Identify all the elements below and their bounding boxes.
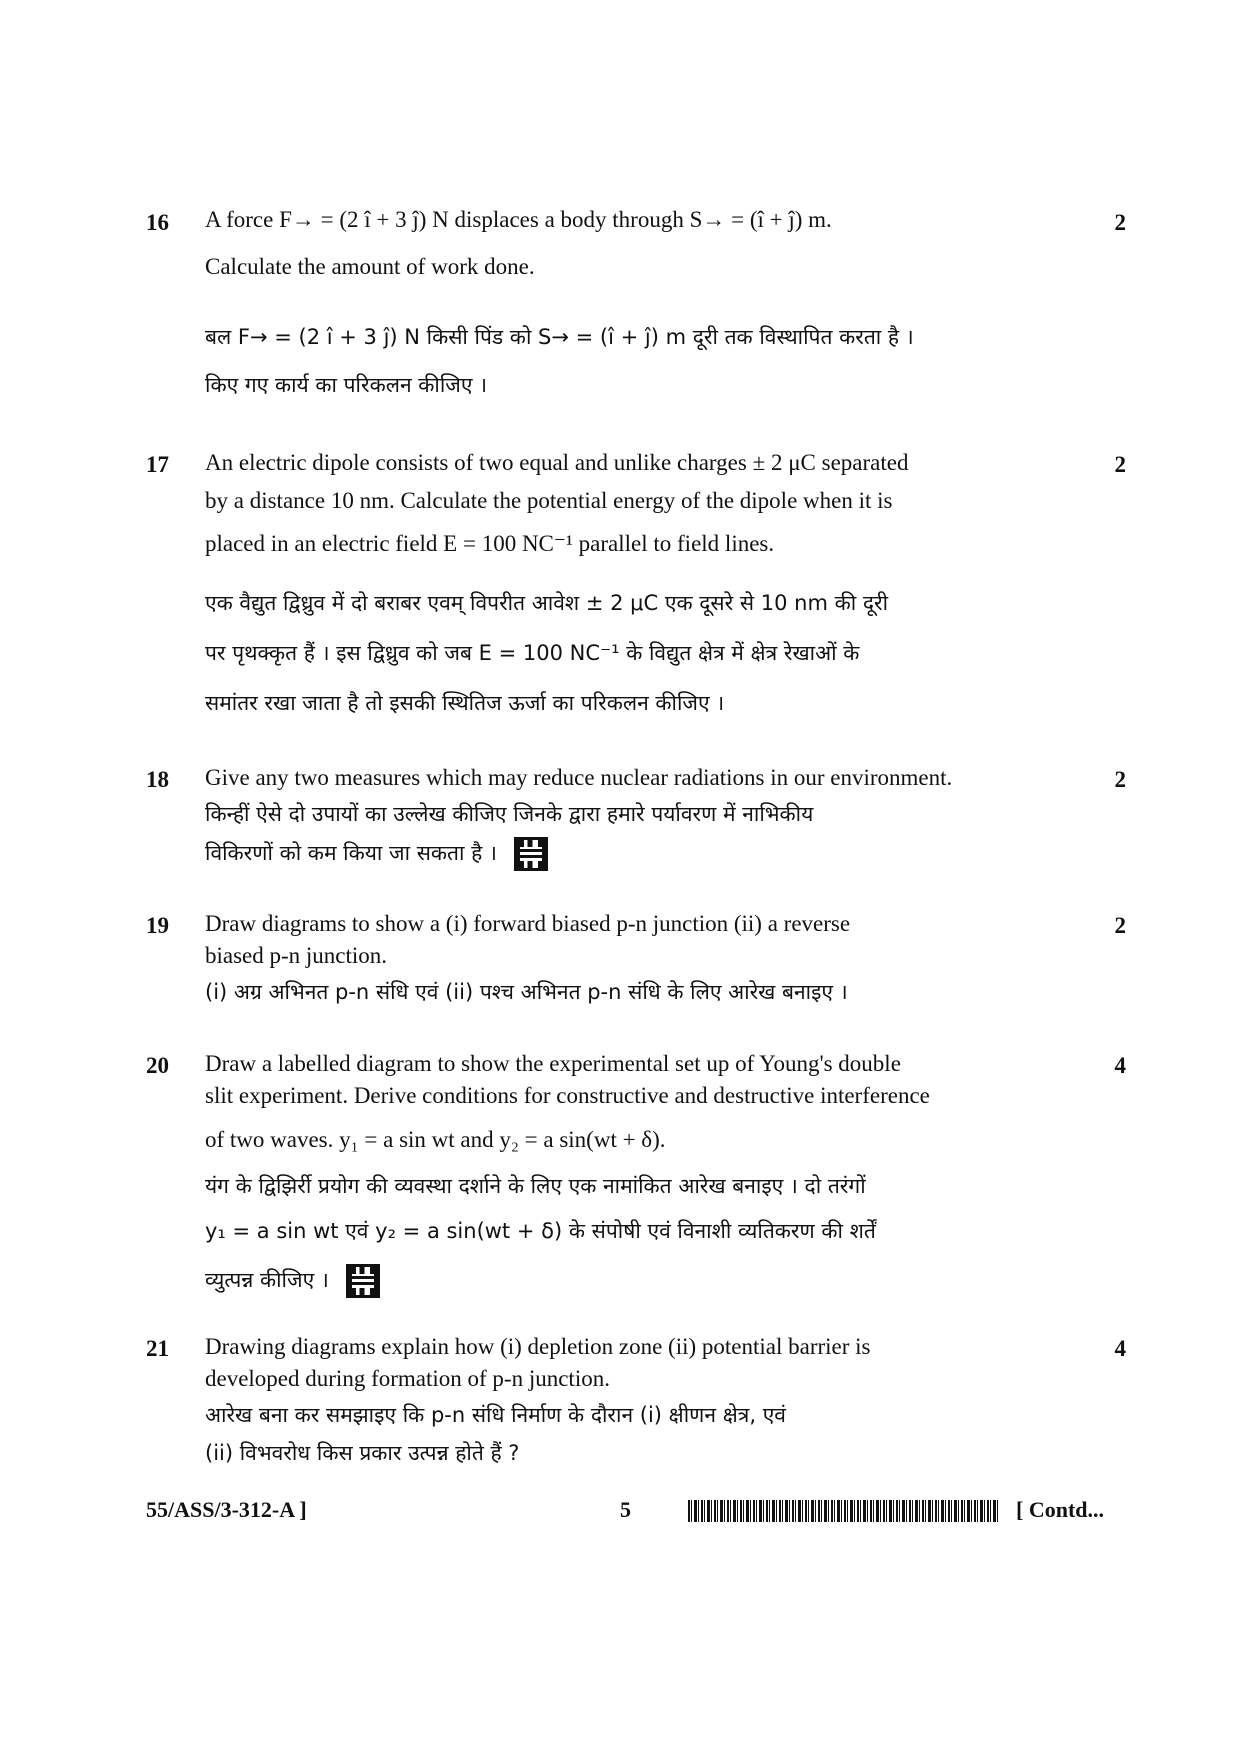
question-text-line-hindi: किन्हीं ऐसे दो उपायों का उल्लेख कीजिए जिनके द्वारा हमारे पर्यावरण में नाभिकीय [205,802,814,826]
question-number: 16 [146,210,169,235]
question-text: व्युत्पन्न कीजिए । [205,1268,329,1292]
question-text-line: Draw a labelled diagram to show the experimental set up of Young's double [205,1051,901,1076]
question-text-line: Drawing diagrams explain how (i) depletion zone (ii) potential barrier is [205,1334,871,1359]
question-text: विकिरणों को कम किया जा सकता है । [205,841,497,865]
question-text-line-hindi [205,1264,380,1298]
question-marks: 4 [1114,1053,1126,1078]
question-marks: 2 [1114,210,1126,235]
question-marks: 2 [1114,452,1126,477]
question-text-line-hindi: (i) अग्र अभिनत p-n संधि एवं (ii) पश्च अभिनत p-n संधि के लिए आरेख बनाइए । [205,980,848,1004]
question-number: 21 [146,1336,169,1361]
question-marks: 2 [1114,913,1126,938]
question-text-line-hindi: y₁ = a sin wt एवं y₂ = a sin(wt + δ) के संपोषी एवं विनाशी व्यतिकरण की शर्तें [205,1219,876,1243]
page-number: 5 [620,1497,631,1522]
question-text-line: Give any two measures which may reduce nuclear radiations in our environment. [205,765,953,790]
question-number: 20 [146,1053,169,1078]
question-number: 18 [146,767,169,792]
continued-label: [ Contd... [1016,1497,1105,1522]
question-text-line-hindi: एक वैद्युत द्विध्रुव में दो बराबर एवम् विपरीत आवेश ± 2 μC एक दूसरे से 10 nm की दूरी [205,591,889,615]
question-text-line: developed during formation of p-n junction. [205,1366,610,1391]
barcode-icon [688,1500,1000,1522]
question-text-line: slit experiment. Derive conditions for constructive and destructive interference [205,1083,930,1108]
question-text-line: Calculate the amount of work done. [205,254,535,279]
question-text-line-hindi: बल F→ = (2 î + 3 ĵ) N किसी पिंड को S→ = (î + ĵ) m दूरी तक विस्थापित करता है । [205,325,914,349]
qr-code-icon [346,1264,380,1298]
question-text-line: An electric dipole consists of two equal and unlike charges ± 2 μC separated [205,450,909,475]
question-text-line: A force F→ = (2 î + 3 ĵ) N displaces a body through S→ = (î + ĵ) m. [205,207,832,232]
question-text-line-hindi: (ii) विभवरोध किस प्रकार उत्पन्न होते हैं ? [205,1441,520,1465]
page-footer [0,1497,1240,1537]
question-text-line-hindi: समांतर रखा जाता है तो इसकी स्थितिज ऊर्जा का परिकलन कीजिए । [205,691,725,715]
qr-code-icon [514,837,548,871]
paper-code: 55/ASS/3-312-A ] [146,1497,307,1522]
question-text-line: of two waves. y₁ = a sin wt and y₂ = a sin(wt + δ). [205,1127,666,1152]
question-text-line: placed in an electric field E = 100 NC⁻¹ parallel to field lines. [205,531,775,556]
question-text-line-hindi: यंग के द्विझिर्री प्रयोग की व्यवस्था दर्शाने के लिए एक नामांकित आरेख बनाइए । दो तरंगों [205,1174,866,1198]
question-number: 17 [146,452,169,477]
question-text-line-hindi: पर पृथक्कृत हैं । इस द्विध्रुव को जब E = 100 NC⁻¹ के विद्युत क्षेत्र में क्षेत्र रेखाओं के [205,641,860,665]
question-text-line-hindi [205,837,548,871]
question-number: 19 [146,913,169,938]
question-text-line-hindi: आरेख बना कर समझाइए कि p-n संधि निर्माण के दौरान (i) क्षीणन क्षेत्र, एवं [205,1403,786,1427]
question-marks: 4 [1114,1336,1126,1361]
question-text-line: Draw diagrams to show a (i) forward biased p-n junction (ii) a reverse [205,911,851,936]
question-text-line: by a distance 10 nm. Calculate the potential energy of the dipole when it is [205,488,893,513]
question-marks: 2 [1114,767,1126,792]
question-text-line: biased p-n junction. [205,943,388,968]
question-text-line-hindi: किए गए कार्य का परिकलन कीजिए । [205,373,488,397]
